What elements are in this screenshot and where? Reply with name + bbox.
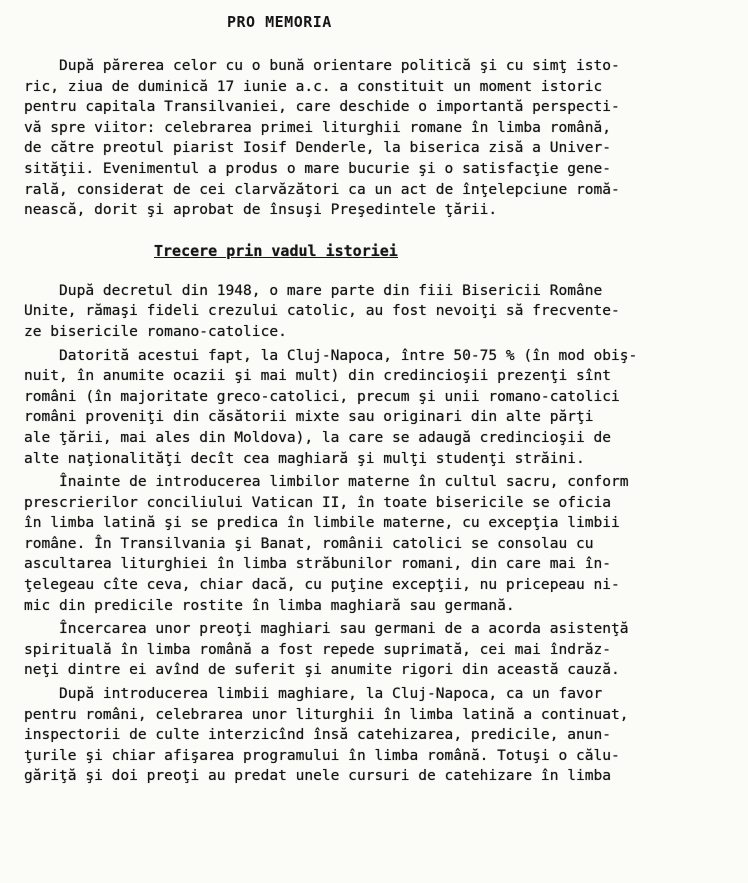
text-line: români (în majoritate greco-catolici, precum şi unii romano-catolici xyxy=(24,387,620,405)
text-line: După părerea celor cu o bună orientare politică şi cu simţ isto- xyxy=(24,57,620,74)
text-line: După introducerea limbii maghiare, la Cluj-Napoca, ca un favor xyxy=(24,685,603,703)
text-line: sităţii. Evenimentul a produs o mare bucurie şi o satisfacţie gene- xyxy=(24,159,612,177)
text-line: neţi dintre ei avînd de suferit şi anumite rigori din această cauză. xyxy=(24,661,620,679)
text-line: române. În Transilvania şi Banat, românii catolici se consolau cu xyxy=(24,534,594,552)
text-line: nească, dorit şi aprobat de însuşi Preşedintele ţării. xyxy=(24,201,498,219)
text-line: ţurile şi chiar afişarea programului în limba română. Totuşi o călu- xyxy=(24,746,620,764)
text-line: români proveniţi din căsătorii mixte sau originari din alte părţi xyxy=(24,408,594,426)
document-title: PRO MEMORIA xyxy=(227,13,332,31)
text-line: Înainte de introducerea limbilor materne în cultul sacru, conform xyxy=(24,473,629,491)
intro-paragraph xyxy=(24,56,738,221)
text-line: alte naţionalităţi decît cea maghiară şi mulţi studenţi străini. xyxy=(24,449,585,467)
text-line: Unite, rămaşi fideli crezului catolic, au fost nevoiţi să frecvente- xyxy=(24,302,620,320)
text-line: de către preotul piarist Iosif Denderle, la biserica zisă a Univer- xyxy=(24,139,612,157)
text-line: ale ţării, mai ales din Moldova), la care se adaugă credincioşii de xyxy=(24,428,612,446)
text-line: pentru români, celebrarea unor liturghii în limba latină a continuat, xyxy=(24,705,629,723)
text-line: După decretul din 1948, o mare parte din fiii Bisericii Române xyxy=(24,281,603,299)
text-line: ţelegeau cîte ceva, chiar dacă, cu puţine excepţii, nu pricepeau ni- xyxy=(24,576,620,594)
text-line: ze bisericile romano-catolice. xyxy=(24,322,287,340)
text-line: inspectorii de culte interzicînd însă catehizarea, predicile, anun- xyxy=(24,726,612,744)
text-line: nuit, în anumite ocazii şi mai mult) din credincioşii prezenţi sînt xyxy=(24,367,612,385)
section-heading: Trecere prin vadul istoriei xyxy=(154,241,398,260)
text-line: Datorită acestui fapt, la Cluj-Napoca, între 50-75 % (în mod obiş- xyxy=(24,346,638,364)
text-line: Încercarea unor preoţi maghiari sau germani de a acorda asistenţă xyxy=(24,620,629,638)
text-line: ascultarea liturghiei în limba străbunilor romani, din care mai în- xyxy=(24,555,612,573)
text-line: pentru capitala Transilvaniei, care deschide o importantă perspecti- xyxy=(24,98,620,116)
body-paragraph-1 xyxy=(24,281,738,343)
text-line: rală, considerat de cei clarvăzători ca un act de înţelepciune romă- xyxy=(24,180,620,198)
body-paragraph-3 xyxy=(24,472,738,616)
text-line: ric, ziua de duminică 17 iunie a.c. a constituit un moment istoric xyxy=(24,77,603,95)
text-line: vă spre viitor: celebrarea primei liturghii romane în limba română, xyxy=(24,118,612,136)
text-line: spirituală în limba română a fost repede suprimată, cei mai îndrăz- xyxy=(24,640,612,658)
body-paragraph-2 xyxy=(24,346,738,470)
text-line: în limba latină şi se predica în limbile materne, cu excepţia limbii xyxy=(24,514,620,532)
body-paragraph-5 xyxy=(24,684,738,787)
text-line: găriţă şi doi preoţi au predat unele cursuri de catehizare în limba xyxy=(24,767,612,785)
text-line: mic din predicile rostite în limba maghiară sau germană. xyxy=(24,596,515,614)
text-line: prescrierilor conciliului Vatican II, în toate bisericile se oficia xyxy=(24,493,612,511)
body-paragraph-4 xyxy=(24,619,738,681)
